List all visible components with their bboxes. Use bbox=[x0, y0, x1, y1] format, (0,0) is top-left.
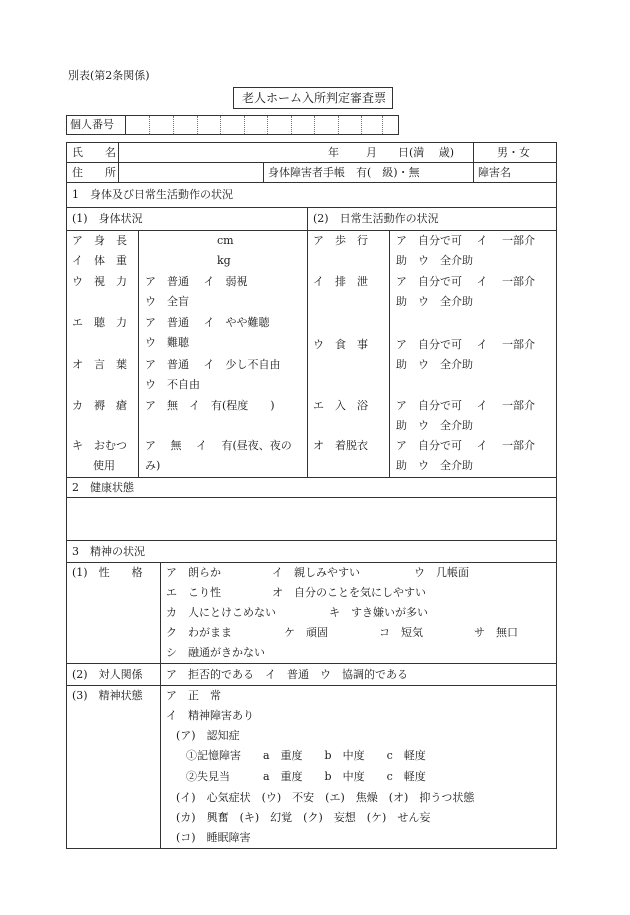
weight-label: イ 体 重 bbox=[72, 254, 127, 267]
bedsore-options[interactable]: ア 無 イ 有(程度 ) bbox=[145, 399, 275, 412]
mental-state-option[interactable]: (ア) 認知症 bbox=[176, 729, 240, 742]
birth-year-label: 年 bbox=[328, 146, 339, 159]
hearing-options-b[interactable]: ウ 難聴 bbox=[145, 336, 189, 349]
adl-bath-label: エ 入 浴 bbox=[313, 399, 368, 412]
address-field[interactable] bbox=[119, 163, 262, 181]
personality-option[interactable]: カ 人にとけこめない bbox=[166, 606, 276, 619]
relationship-label: (2) 対人関係 bbox=[72, 668, 143, 681]
personality-option[interactable]: イ 親しみやすい bbox=[272, 566, 360, 579]
birth-month-label: 月 bbox=[366, 146, 377, 159]
personality-option[interactable]: キ すき嫌いが多い bbox=[329, 606, 428, 619]
health-status-field[interactable] bbox=[67, 498, 556, 539]
height-label: ア 身 長 bbox=[72, 234, 127, 247]
mental-state-option[interactable]: (カ) 興奮 (キ) 幻覚 (ク) 妄想 (ケ) せん妄 bbox=[176, 811, 431, 824]
row-line bbox=[66, 663, 557, 664]
adl-dress-options-a[interactable]: ア 自分で可 イ 一部介 bbox=[396, 439, 535, 452]
hearing-label: エ 聴 力 bbox=[72, 316, 127, 329]
adl-walk-options-a[interactable]: ア 自分で可 イ 一部介 bbox=[396, 234, 535, 247]
disability-name-label: 障害名 bbox=[478, 166, 511, 179]
col-line bbox=[389, 230, 390, 477]
speech-options-b[interactable]: ウ 不自由 bbox=[145, 378, 200, 391]
vision-options-a[interactable]: ア 普通 イ 弱視 bbox=[145, 275, 248, 288]
diaper-options-b[interactable]: み) bbox=[145, 459, 161, 472]
mental-state-label: (3) 精神状態 bbox=[72, 689, 143, 702]
adl-meal-options-a[interactable]: ア 自分で可 イ 一部介 bbox=[396, 338, 535, 351]
relationship-options[interactable]: ア 拒否的である イ 普通 ウ 協調的である bbox=[166, 668, 408, 681]
personality-option[interactable]: コ 短気 bbox=[379, 626, 423, 639]
personality-option[interactable]: ク わがまま bbox=[166, 626, 232, 639]
row-line bbox=[66, 182, 557, 183]
mental-state-option[interactable]: ア 正 常 bbox=[166, 689, 221, 702]
personality-label: (1) 性 格 bbox=[72, 566, 143, 579]
mental-state-option[interactable]: (イ) 心気症状 (ウ) 不安 (エ) 焦燥 (オ) 抑うつ状態 bbox=[176, 791, 475, 804]
id-number-label: 個人番号 bbox=[70, 118, 114, 131]
adl-dress-label: オ 着脱衣 bbox=[313, 439, 368, 452]
personality-option[interactable]: オ 自分のことを気にしやすい bbox=[272, 586, 426, 599]
vision-options-b[interactable]: ウ 全盲 bbox=[145, 295, 189, 308]
mental-state-option[interactable]: イ 精神障害あり bbox=[166, 709, 254, 722]
adl-excretion-label: イ 排 泄 bbox=[313, 275, 368, 288]
mental-state-option[interactable]: ①記憶障害 a 重度 b 中度 c 軽度 bbox=[186, 749, 426, 762]
adl-dress-options-b[interactable]: 助 ウ 全介助 bbox=[396, 459, 473, 472]
adl-walk-options-b[interactable]: 助 ウ 全介助 bbox=[396, 254, 473, 267]
diaper-label: キ おむつ bbox=[72, 439, 127, 452]
form-title: 老人ホーム入所判定審査票 bbox=[242, 91, 387, 105]
id-number-box bbox=[66, 115, 399, 135]
diaper-options-a[interactable]: ア 無 イ 有(昼夜、夜の bbox=[145, 439, 292, 452]
col-line bbox=[160, 562, 161, 849]
col-line bbox=[138, 230, 139, 477]
row-line bbox=[66, 230, 557, 231]
hearing-options-a[interactable]: ア 普通 イ やや難聴 bbox=[145, 316, 270, 329]
address-label: 住 所 bbox=[72, 166, 116, 179]
main-form-table bbox=[66, 142, 557, 849]
name-field[interactable] bbox=[119, 143, 327, 161]
section-3-title: 3 精神の状況 bbox=[72, 545, 145, 558]
handbook-label: 身体障害者手帳 有( 級)・無 bbox=[268, 166, 420, 179]
personality-option[interactable]: ウ 几帳面 bbox=[414, 566, 469, 579]
adl-meal-options-b[interactable]: 助 ウ 全介助 bbox=[396, 358, 473, 371]
height-unit: cm bbox=[217, 234, 234, 247]
speech-label: オ 言 葉 bbox=[72, 358, 127, 371]
birth-day-age-label: 日(満 歳) bbox=[398, 146, 455, 159]
row-line bbox=[66, 562, 557, 563]
speech-options-a[interactable]: ア 普通 イ 少し不自由 bbox=[145, 358, 281, 371]
adl-meal-label: ウ 食 事 bbox=[313, 338, 368, 351]
personality-option[interactable]: サ 無口 bbox=[474, 626, 518, 639]
col-line bbox=[307, 207, 308, 477]
personality-option[interactable]: シ 融通がきかない bbox=[166, 646, 265, 659]
adl-heading: (2) 日常生活動作の状況 bbox=[313, 212, 439, 225]
diaper-label-use: 使用 bbox=[93, 459, 115, 472]
mental-state-option[interactable]: ②失見当 a 重度 b 中度 c 軽度 bbox=[186, 770, 426, 783]
personality-option[interactable]: ア 朗らか bbox=[166, 566, 221, 579]
sex-selection[interactable]: 男・女 bbox=[497, 146, 530, 159]
col-line bbox=[263, 162, 264, 182]
col-line bbox=[473, 142, 474, 182]
row-line bbox=[66, 477, 557, 478]
adl-walk-label: ア 歩 行 bbox=[313, 234, 368, 247]
section-1-title: 1 身体及び日常生活動作の状況 bbox=[72, 188, 233, 201]
adl-excretion-options-b[interactable]: 助 ウ 全介助 bbox=[396, 295, 473, 308]
body-status-heading: (1) 身体状況 bbox=[72, 212, 143, 225]
weight-unit: kg bbox=[217, 254, 231, 267]
personality-option[interactable]: エ こり性 bbox=[166, 586, 221, 599]
adl-bath-options-b[interactable]: 助 ウ 全介助 bbox=[396, 419, 473, 432]
mental-state-option[interactable]: (コ) 睡眠障害 bbox=[176, 831, 251, 844]
section-2-title: 2 健康状態 bbox=[72, 481, 134, 494]
personality-option[interactable]: ケ 頑固 bbox=[284, 626, 328, 639]
row-line bbox=[66, 207, 557, 208]
vision-label: ウ 視 力 bbox=[72, 275, 127, 288]
name-label: 氏 名 bbox=[72, 146, 116, 159]
adl-excretion-options-a[interactable]: ア 自分で可 イ 一部介 bbox=[396, 275, 535, 288]
bedsore-label: カ 褥 瘡 bbox=[72, 399, 127, 412]
adl-bath-options-a[interactable]: ア 自分で可 イ 一部介 bbox=[396, 399, 535, 412]
row-line bbox=[66, 540, 557, 541]
id-label-divider bbox=[125, 115, 126, 135]
appendix-note: 別表(第2条関係) bbox=[68, 69, 150, 82]
row-line bbox=[66, 685, 557, 686]
